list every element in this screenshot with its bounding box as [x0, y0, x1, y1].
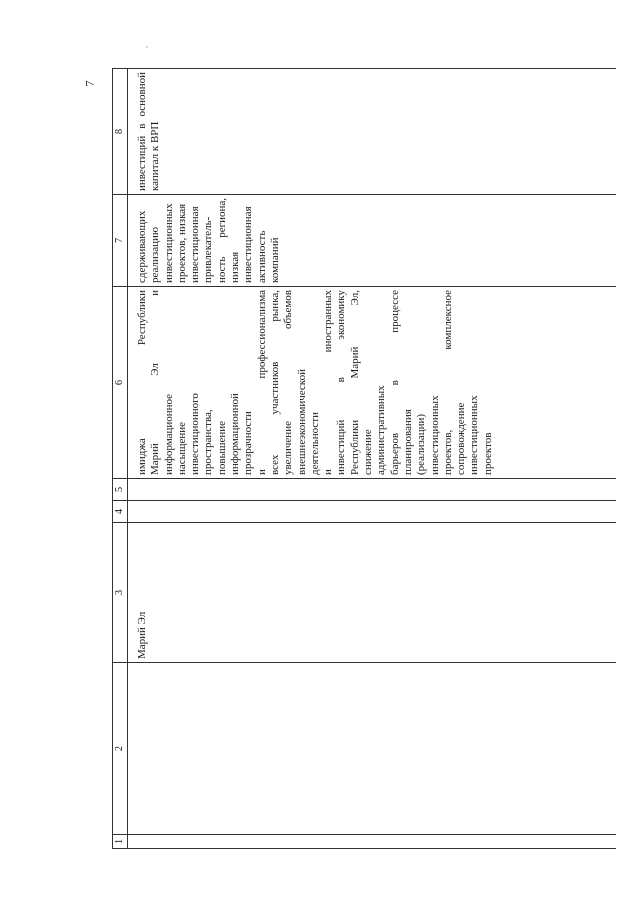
col7-line: инвестиционная — [242, 206, 255, 283]
cell-col-2 — [128, 663, 617, 835]
col6-line: пространства, — [202, 409, 215, 475]
col6-line: сопровождение — [455, 402, 468, 475]
col6-line: (реализации) — [415, 413, 428, 475]
col6-line: барьеров в процессе — [388, 290, 401, 475]
rotated-table-page — [112, 69, 622, 849]
col6-line: инвестиционных — [468, 395, 481, 475]
col6-line: повышение — [215, 421, 228, 475]
column-number-1: 1 — [113, 835, 128, 849]
col6-line: и профессионализма — [255, 290, 268, 475]
page-number: 7 — [82, 80, 97, 87]
cell-col-7 — [128, 195, 617, 287]
col6-line: инвестиций в экономику — [335, 290, 348, 475]
col7-line: ность региона, — [215, 198, 228, 283]
col7-line: сдерживающих — [136, 210, 148, 283]
col7-line: проектов, низкая — [175, 203, 188, 283]
col6-line: деятельности — [308, 412, 321, 475]
col6-line: Марий Эл и — [149, 290, 162, 475]
col6-line: насыщение — [175, 421, 188, 475]
col8-line: инвестиций в основной — [136, 72, 148, 191]
column-number-row — [113, 69, 128, 849]
cell-col-6 — [128, 287, 617, 479]
cell-col-4 — [128, 501, 617, 523]
col7-line: реализацию — [149, 226, 162, 283]
col7-line: компаний — [268, 237, 281, 283]
col6-line: инвестиционного — [189, 393, 202, 475]
col6-line: Республики Марий Эл, — [348, 290, 361, 475]
col8-line: капитал к ВРП — [149, 121, 162, 191]
col6-line: увеличение объемов — [282, 290, 295, 475]
col6-line: проектов — [481, 432, 494, 475]
column-number-2: 2 — [113, 663, 128, 835]
cell-col-1 — [128, 835, 617, 849]
col7-line: активность — [255, 230, 268, 283]
cell-col-3: Марий Эл — [128, 523, 617, 663]
col6-line: имиджа Республики — [136, 290, 148, 475]
col7-line: инвестиционных — [162, 203, 175, 283]
col6-line: проектов, комплексное — [441, 290, 454, 475]
cell-col-5 — [128, 479, 617, 501]
col6-line: внешнеэкономической — [295, 369, 308, 475]
data-table — [112, 68, 616, 849]
col6-line: административных — [375, 385, 388, 475]
cell-col-8 — [128, 69, 617, 195]
col7-line: инвестиционная — [189, 206, 202, 283]
column-number-8: 8 — [113, 69, 128, 195]
table-row — [128, 69, 617, 849]
column-number-4: 4 — [113, 501, 128, 523]
col7-line: привлекатель- — [202, 216, 215, 283]
column-number-6: 6 — [113, 287, 128, 479]
scan-artifact — [146, 46, 148, 48]
column-number-3: 3 — [113, 523, 128, 663]
col6-line: инвестиционных — [428, 395, 441, 475]
col6-line: прозрачности — [242, 411, 255, 475]
col6-line: и иностранных — [322, 290, 335, 475]
col6-line: всех участников рынка, — [268, 290, 281, 475]
column-number-7: 7 — [113, 195, 128, 287]
column-number-5: 5 — [113, 479, 128, 501]
col6-line: снижение — [362, 429, 375, 475]
col6-line: информационное — [162, 393, 175, 475]
col6-line: информационной — [229, 393, 242, 475]
col6-line: планирования — [401, 409, 414, 475]
col7-line: низкая — [229, 251, 242, 283]
